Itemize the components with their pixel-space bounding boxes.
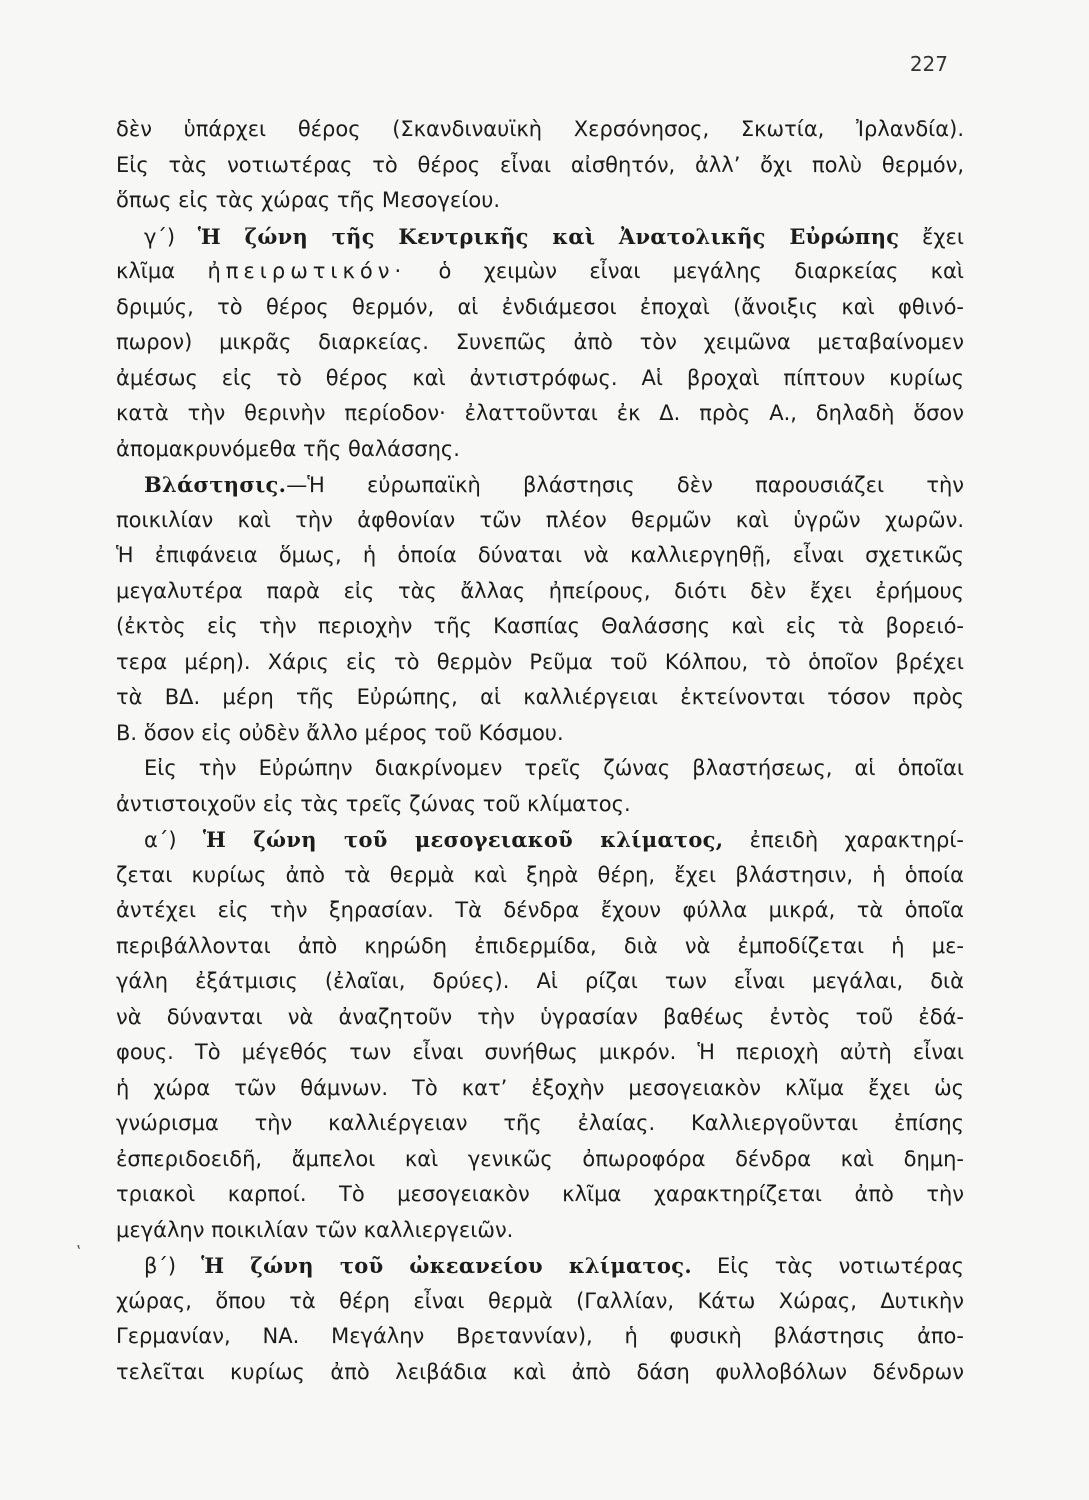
text-line: γάλη ἐξάτμισις (ἐλαῖαι, δρύες). Αἱ ρίζαι των εἶναι μεγάλαι, διὰ xyxy=(116,969,964,993)
text-line: ἀμέσως εἰς τὸ θέρος καὶ ἀντιστρόφως. Αἱ βροχαὶ πίπτουν κυρίως xyxy=(116,365,964,390)
text-line: (ἐκτὸς εἰς τὴν περιοχὴν τῆς Κασπίας Θαλάσσης καὶ εἰς τὰ βορειό- xyxy=(116,614,964,638)
text-line: τερα μέρη). Χάρις εἰς τὸ θερμὸν Ρεῦμα τοῦ Κόλπου, τὸ ὁποῖον βρέχει xyxy=(116,649,964,674)
section-heading: Βλάστησις. xyxy=(144,472,287,497)
text-line: νὰ δύνανται νὰ ἀναζητοῦν τὴν ὑγρασίαν βαθέως ἐντὸς τοῦ ἐδά- xyxy=(116,1004,964,1029)
section-heading-line: γ΄) Ἡ ζώνη τῆς Κεντρικῆς καὶ Ἀνατολικῆς Εὐρώπης ἔχει xyxy=(144,223,964,249)
page-number: 227 xyxy=(909,52,948,76)
text-line: ἐσπεριδοειδῆ, ἄμπελοι καὶ γενικῶς ὀπωροφόρα δένδρα καὶ δημη- xyxy=(116,1146,964,1171)
text-line: τριακοὶ καρποί. Τὸ μεσογειακὸν κλῖμα χαρακτηρίζεται ἀπὸ τὴν xyxy=(116,1182,964,1206)
section-heading: Ἡ ζώνη τοῦ ὠκεανείου κλίματος. xyxy=(201,1253,692,1278)
text-line: πωρον) μικρᾶς διαρκείας. Συνεπῶς ἀπὸ τὸν χειμῶνα μεταβαίνομεν xyxy=(116,330,964,354)
text-line: ἀντιστοιχοῦν εἰς τὰς τρεῖς ζώνας τοῦ κλίματος. xyxy=(116,791,631,816)
text-line: ὅπως εἰς τὰς χώρας τῆς Μεσογείου. xyxy=(116,188,501,212)
section-heading: Ἡ ζώνη τῆς Κεντρικῆς καὶ Ἀνατολικῆς Εὐρώπης xyxy=(197,223,900,249)
text-line: φους. Τὸ μέγεθός των εἶναι συνήθως μικρόν. Ἡ περιοχὴ αὐτὴ εἶναι xyxy=(116,1040,964,1064)
text-line: Εἰς τὰς νοτιωτέρας τὸ θέρος εἶναι αἰσθητόν, ἀλλ’ ὄχι πολὺ θερμόν, xyxy=(116,152,964,177)
text-line: ζεται κυρίως ἀπὸ τὰ θερμὰ καὶ ξηρὰ θέρη, ἔχει βλάστησιν, ἡ ὁποία xyxy=(116,862,964,887)
emphasized-term: ἠπειρωτικόν· xyxy=(207,259,407,283)
text-line: Β. ὅσον εἰς οὐδὲν ἄλλο μέρος τοῦ Κόσμου. xyxy=(116,720,564,745)
text-line: δριμύς, τὸ θέρος θερμόν, αἱ ἐνδιάμεσοι ἐποχαὶ (ἄνοιξις καὶ φθινό- xyxy=(116,294,964,319)
section-heading: Ἡ ζώνη τοῦ μεσογειακοῦ κλίματος, xyxy=(202,827,724,852)
text-line: ἀπομακρυνόμεθα τῆς θαλάσσης. xyxy=(116,436,460,461)
text-line: ἀντέχει εἰς τὴν ξηρασίαν. Τὰ δένδρα ἔχουν φύλλα μικρά, τὰ ὁποῖα xyxy=(116,898,964,922)
text-line: τὰ ΒΔ. μέρη τῆς Εὐρώπης, αἱ καλλιέργειαι ἐκτείνονται τόσον πρὸς xyxy=(116,685,964,709)
text-line: δὲν ὑπάρχει θέρος (Σκανδιναυϊκὴ Χερσόνησος, Σκωτία, Ἰρλανδία). xyxy=(116,117,964,141)
text-line: γνώρισμα τὴν καλλιέργειαν τῆς ἐλαίας. Καλλιεργοῦνται ἐπίσης xyxy=(116,1111,964,1135)
text-line: Γερμανίαν, ΝΑ. Μεγάλην Βρεταννίαν), ἡ φυσικὴ βλάστησις ἀπο- xyxy=(116,1324,964,1348)
text-line: περιβάλλονται ἀπὸ κηρώδη ἐπιδερμίδα, διὰ νὰ ἐμποδίζεται ἡ με- xyxy=(116,933,964,958)
text-line: κατὰ τὴν θερινὴν περίοδον· ἐλαττοῦνται ἐκ Δ. πρὸς Α., δηλαδὴ ὅσον xyxy=(116,401,964,425)
margin-mark: ʽ xyxy=(76,1244,82,1263)
section-heading-line: α΄) Ἡ ζώνη τοῦ μεσογειακοῦ κλίματος, ἐπειδὴ χαρακτηρί- xyxy=(144,827,965,852)
text-line: Εἰς τὴν Εὐρώπην διακρίνομεν τρεῖς ζώνας βλαστήσεως, αἱ ὁποῖαι xyxy=(144,756,964,780)
text-line: χώρας, ὅπου τὰ θέρη εἶναι θερμὰ (Γαλλίαν, Κάτω Χώρας, Δυτικὴν xyxy=(116,1288,964,1313)
text-line: ἡ χώρα τῶν θάμνων. Τὸ κατ’ ἐξοχὴν μεσογειακὸν κλῖμα ἔχει ὡς xyxy=(116,1075,964,1100)
text-line: μεγαλυτέρα παρὰ εἰς τὰς ἄλλας ἠπείρους, διότι δὲν ἔχει ἐρήμους xyxy=(116,578,964,603)
body-text xyxy=(116,112,964,1390)
text-line: μεγάλην ποικιλίαν τῶν καλλιεργειῶν. xyxy=(116,1217,514,1242)
section-heading-line: Βλάστησις.—Ἡ εὐρωπαϊκὴ βλάστησις δὲν παρουσιάζει τὴν xyxy=(144,472,964,497)
section-heading-line: β΄) Ἡ ζώνη τοῦ ὠκεανείου κλίματος. Εἰς τὰς νοτιωτέρας xyxy=(144,1253,964,1278)
text-line: τελεῖται κυρίως ἀπὸ λειβάδια καὶ ἀπὸ δάση φυλλοβόλων δένδρων xyxy=(116,1359,964,1384)
text-line: ποικιλίαν καὶ τὴν ἀφθονίαν τῶν πλέον θερμῶν καὶ ὑγρῶν χωρῶν. xyxy=(116,507,964,532)
text-line: κλῖμα ἠπειρωτικόν· ὁ χειμὼν εἶναι μεγάλης διαρκείας καὶ xyxy=(116,259,964,283)
text-line: Ἡ ἐπιφάνεια ὅμως, ἡ ὁποία δύναται νὰ καλλιεργηθῇ, εἶναι σχετικῶς xyxy=(116,543,964,567)
